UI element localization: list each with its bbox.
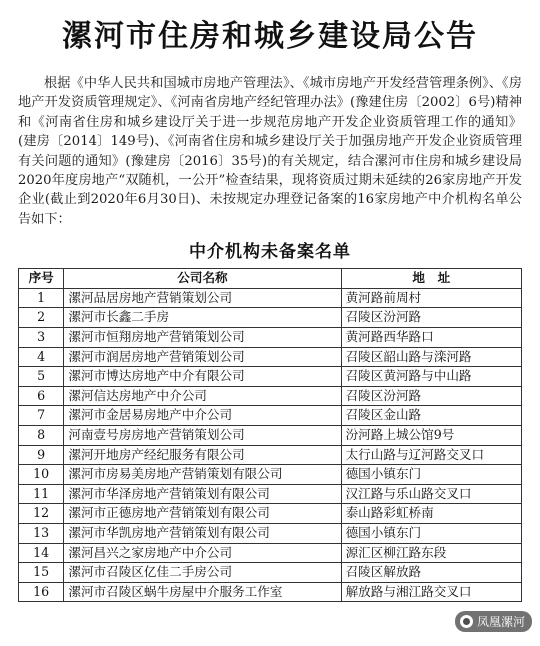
cell-num: 5 — [19, 367, 64, 387]
header-num: 序号 — [19, 269, 64, 289]
cell-name: 漯河市华凯房地产营销策划有限公司 — [64, 523, 341, 543]
table-row — [19, 288, 522, 308]
cell-num: 7 — [19, 406, 64, 426]
table-row — [19, 347, 522, 367]
watermark-text: 凤凰漯河 — [476, 615, 525, 629]
cell-addr: 召陵区黄河路与中山路 — [341, 367, 521, 387]
cell-addr: 黄河路前周村 — [341, 288, 521, 308]
cell-addr: 解放路与湘江路交叉口 — [341, 582, 521, 602]
cell-num: 15 — [19, 563, 64, 583]
cell-name: 漯河市正德房地产营销策划有限公司 — [64, 504, 341, 524]
table-row — [19, 582, 522, 602]
cell-addr: 源汇区柳江路东段 — [341, 543, 521, 563]
cell-name: 漯河开地房产经纪服务有限公司 — [64, 445, 341, 465]
table-row — [19, 465, 522, 485]
cell-addr: 泰山路彩虹桥南 — [341, 504, 521, 524]
table-row — [19, 563, 522, 583]
cell-name: 漯河市博达房地产中介有限公司 — [64, 367, 341, 387]
table-row — [19, 426, 522, 446]
cell-addr: 德国小镇东门 — [341, 523, 521, 543]
cell-name: 漯河市金居易房地产中介公司 — [64, 406, 341, 426]
cell-name: 漯河市召陵区蜗牛房屋中介服务工作室 — [64, 582, 341, 602]
table-row — [19, 367, 522, 387]
cell-addr: 召陵区解放路 — [341, 563, 521, 583]
cell-num: 4 — [19, 347, 64, 367]
cell-name: 漯河市华泽房地产营销策划有限公司 — [64, 484, 341, 504]
cell-num: 3 — [19, 328, 64, 348]
cell-name: 漯河市房易美房地产营销策划有限公司 — [64, 465, 341, 485]
table-row — [19, 386, 522, 406]
cell-name: 漯河市润居房地产营销策划公司 — [64, 347, 341, 367]
cell-num: 12 — [19, 504, 64, 524]
agency-table — [18, 268, 522, 602]
table-row — [19, 328, 522, 348]
cell-num: 10 — [19, 465, 64, 485]
table-header-row — [19, 269, 522, 289]
cell-name: 河南壹号房房地产营销策划公司 — [64, 426, 341, 446]
cell-addr: 召陵区韶山路与滦河路 — [341, 347, 521, 367]
camera-icon — [460, 615, 473, 628]
cell-num: 6 — [19, 386, 64, 406]
cell-name: 漯河信达房地产中介公司 — [64, 386, 341, 406]
header-name: 公司名称 — [64, 269, 341, 289]
table-row — [19, 406, 522, 426]
watermark-badge — [455, 611, 532, 632]
cell-name: 漯河市召陵区亿佳二手房公司 — [64, 563, 341, 583]
cell-name: 漯河市恒翔房地产营销策划公司 — [64, 328, 341, 348]
table-subtitle: 中介机构未备案名单 — [189, 242, 351, 263]
cell-num: 9 — [19, 445, 64, 465]
table-row — [19, 484, 522, 504]
cell-num: 11 — [19, 484, 64, 504]
cell-addr: 黄河路西华路口 — [341, 328, 521, 348]
table-row — [19, 543, 522, 563]
header-addr: 地 址 — [341, 269, 521, 289]
table-row — [19, 523, 522, 543]
cell-num: 16 — [19, 582, 64, 602]
cell-num: 13 — [19, 523, 64, 543]
cell-num: 2 — [19, 308, 64, 328]
cell-addr: 太行山路与辽河路交叉口 — [341, 445, 521, 465]
cell-addr: 汉江路与乐山路交叉口 — [341, 484, 521, 504]
cell-name: 漯河品居房地产营销策划公司 — [64, 288, 341, 308]
cell-addr: 召陵区汾河路 — [341, 386, 521, 406]
cell-addr: 召陵区汾河路 — [341, 308, 521, 328]
cell-num: 1 — [19, 288, 64, 308]
cell-num: 8 — [19, 426, 64, 446]
cell-addr: 汾河路上城公馆9号 — [341, 426, 521, 446]
cell-name: 漯河市长鑫二手房 — [64, 308, 341, 328]
cell-name: 漯河昌兴之家房地产中介公司 — [64, 543, 341, 563]
cell-num: 14 — [19, 543, 64, 563]
table-row — [19, 445, 522, 465]
announcement-body: 根据《中华人民共和国城市房地产管理法》、《城市房地产开发经营管理条例》、《房地产开发资质管理规定》、《河南省房地产经纪管理办法》(豫建住房〔2002〕6号)精神和《河南省住房和城乡建设厅关于进一步规范房地产开发企业资质管理工作的通知》(建房〔2014〕149号)、《河南省住房和城乡建设厅关于加强房地产开发企业资质管理有关问题的通知》(豫建房〔2016〕35号)的有关规定，结合漯河市住房和城乡建设局2020年度房地产“双随机，一公开”检查结果，现将资质过期未延续的26家房地产开发企业(截止到2020年6月30日)、未按规定办理登记备案的16家房地产中介机构名单公告如下： — [18, 76, 522, 227]
table-row — [19, 308, 522, 328]
table-row — [19, 504, 522, 524]
page-title: 漯河市住房和城乡建设局公告 — [62, 19, 478, 54]
cell-addr: 召陵区金山路 — [341, 406, 521, 426]
cell-addr: 德国小镇东门 — [341, 465, 521, 485]
